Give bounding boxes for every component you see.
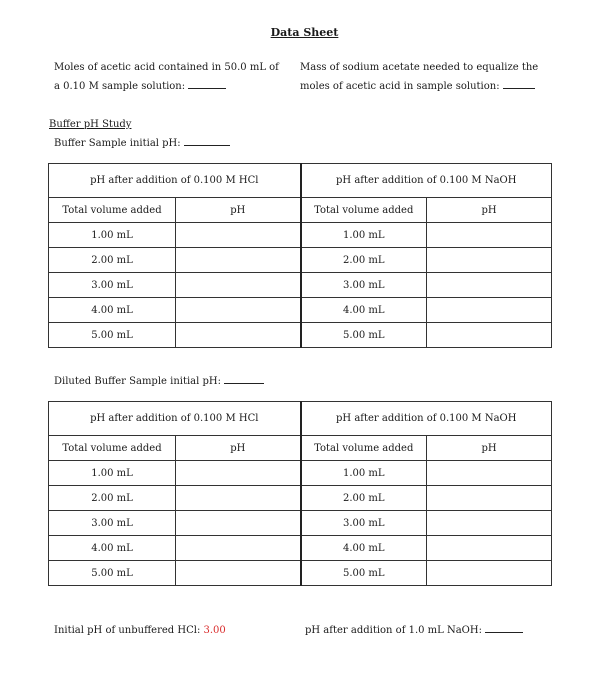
hcl-volume-cell: 4.00 mL	[49, 298, 176, 323]
naoh-ph-cell[interactable]	[427, 486, 552, 511]
hcl-volume-cell: 3.00 mL	[49, 511, 176, 536]
hcl-volume-cell: 2.00 mL	[49, 486, 176, 511]
naoh-ph-cell[interactable]	[427, 273, 552, 298]
footer-left-label: Initial pH of unbuffered HCl:	[54, 625, 201, 636]
naoh-header: pH after addition of 0.100 M NaOH	[301, 164, 552, 198]
intro-right-line2: moles of acetic acid in sample solution:	[300, 81, 500, 92]
naoh-volume-cell: 5.00 mL	[301, 323, 427, 348]
col-ph-naoh: pH	[427, 198, 552, 223]
table-row	[49, 561, 552, 586]
hcl-ph-cell[interactable]	[176, 223, 301, 248]
table-row	[49, 536, 552, 561]
naoh-header: pH after addition of 0.100 M NaOH	[301, 402, 552, 436]
table-row	[49, 486, 552, 511]
naoh-volume-cell: 2.00 mL	[301, 248, 427, 273]
col-volume-hcl: Total volume added	[49, 436, 176, 461]
naoh-volume-cell: 5.00 mL	[301, 561, 427, 586]
intro-left	[54, 58, 279, 96]
hcl-volume-cell: 2.00 mL	[49, 248, 176, 273]
hcl-ph-cell[interactable]	[176, 486, 301, 511]
diluted-initial-label: Diluted Buffer Sample initial pH:	[54, 376, 222, 387]
hcl-volume-cell: 3.00 mL	[49, 273, 176, 298]
table-row	[49, 298, 552, 323]
naoh-ph-cell[interactable]	[427, 298, 552, 323]
table-row	[49, 461, 552, 486]
page-title: Data Sheet	[270, 26, 339, 39]
hcl-header: pH after addition of 0.100 M HCl	[49, 402, 301, 436]
hcl-volume-cell: 4.00 mL	[49, 536, 176, 561]
hcl-ph-cell[interactable]	[176, 461, 301, 486]
diluted-initial-ph	[54, 376, 264, 387]
naoh-volume-cell: 4.00 mL	[301, 536, 427, 561]
naoh-volume-cell: 3.00 mL	[301, 273, 427, 298]
section-heading: Buffer pH Study	[49, 119, 132, 130]
table-row	[49, 511, 552, 536]
hcl-volume-cell: 5.00 mL	[49, 323, 176, 348]
buffer-initial-ph	[54, 138, 230, 149]
diluted-initial-blank[interactable]	[224, 383, 264, 384]
hcl-ph-cell[interactable]	[176, 248, 301, 273]
naoh-ph-cell[interactable]	[427, 248, 552, 273]
naoh-ph-cell[interactable]	[427, 323, 552, 348]
intro-left-line2: a 0.10 M sample solution:	[54, 81, 186, 92]
col-volume-naoh: Total volume added	[301, 198, 427, 223]
naoh-volume-cell: 1.00 mL	[301, 461, 427, 486]
hcl-header: pH after addition of 0.100 M HCl	[49, 164, 301, 198]
mass-answer-blank[interactable]	[503, 88, 535, 89]
col-ph-naoh: pH	[427, 436, 552, 461]
hcl-ph-cell[interactable]	[176, 273, 301, 298]
diluted-buffer-ph-table	[48, 401, 552, 586]
intro-right-line1: Mass of sodium acetate needed to equalize the	[300, 62, 539, 73]
naoh-volume-cell: 1.00 mL	[301, 223, 427, 248]
naoh-volume-cell: 2.00 mL	[301, 486, 427, 511]
footer-right	[305, 625, 523, 636]
naoh-ph-cell[interactable]	[427, 223, 552, 248]
naoh-volume-cell: 3.00 mL	[301, 511, 427, 536]
buffer-initial-blank[interactable]	[184, 145, 230, 146]
hcl-volume-cell: 5.00 mL	[49, 561, 176, 586]
naoh-ph-cell[interactable]	[427, 561, 552, 586]
intro-left-line1: Moles of acetic acid contained in 50.0 mL of	[54, 62, 279, 73]
buffer-ph-table	[48, 163, 552, 348]
hcl-volume-cell: 1.00 mL	[49, 461, 176, 486]
table-row	[49, 248, 552, 273]
hcl-ph-cell[interactable]	[176, 561, 301, 586]
col-ph-hcl: pH	[176, 198, 301, 223]
hcl-ph-cell[interactable]	[176, 298, 301, 323]
naoh-ph-blank[interactable]	[485, 632, 523, 633]
col-volume-hcl: Total volume added	[49, 198, 176, 223]
col-volume-naoh: Total volume added	[301, 436, 427, 461]
hcl-ph-cell[interactable]	[176, 323, 301, 348]
naoh-ph-cell[interactable]	[427, 536, 552, 561]
table-row	[49, 273, 552, 298]
naoh-volume-cell: 4.00 mL	[301, 298, 427, 323]
unbuffered-hcl-ph-value: 3.00	[203, 625, 226, 636]
table-row	[49, 323, 552, 348]
table-row	[49, 223, 552, 248]
naoh-ph-cell[interactable]	[427, 461, 552, 486]
hcl-ph-cell[interactable]	[176, 536, 301, 561]
intro-right	[300, 58, 538, 96]
hcl-volume-cell: 1.00 mL	[49, 223, 176, 248]
buffer-initial-label: Buffer Sample initial pH:	[54, 138, 181, 149]
naoh-ph-cell[interactable]	[427, 511, 552, 536]
col-ph-hcl: pH	[176, 436, 301, 461]
moles-answer-blank[interactable]	[188, 88, 226, 89]
footer-right-label: pH after addition of 1.0 mL NaOH:	[305, 625, 482, 636]
footer-left	[54, 625, 226, 636]
hcl-ph-cell[interactable]	[176, 511, 301, 536]
